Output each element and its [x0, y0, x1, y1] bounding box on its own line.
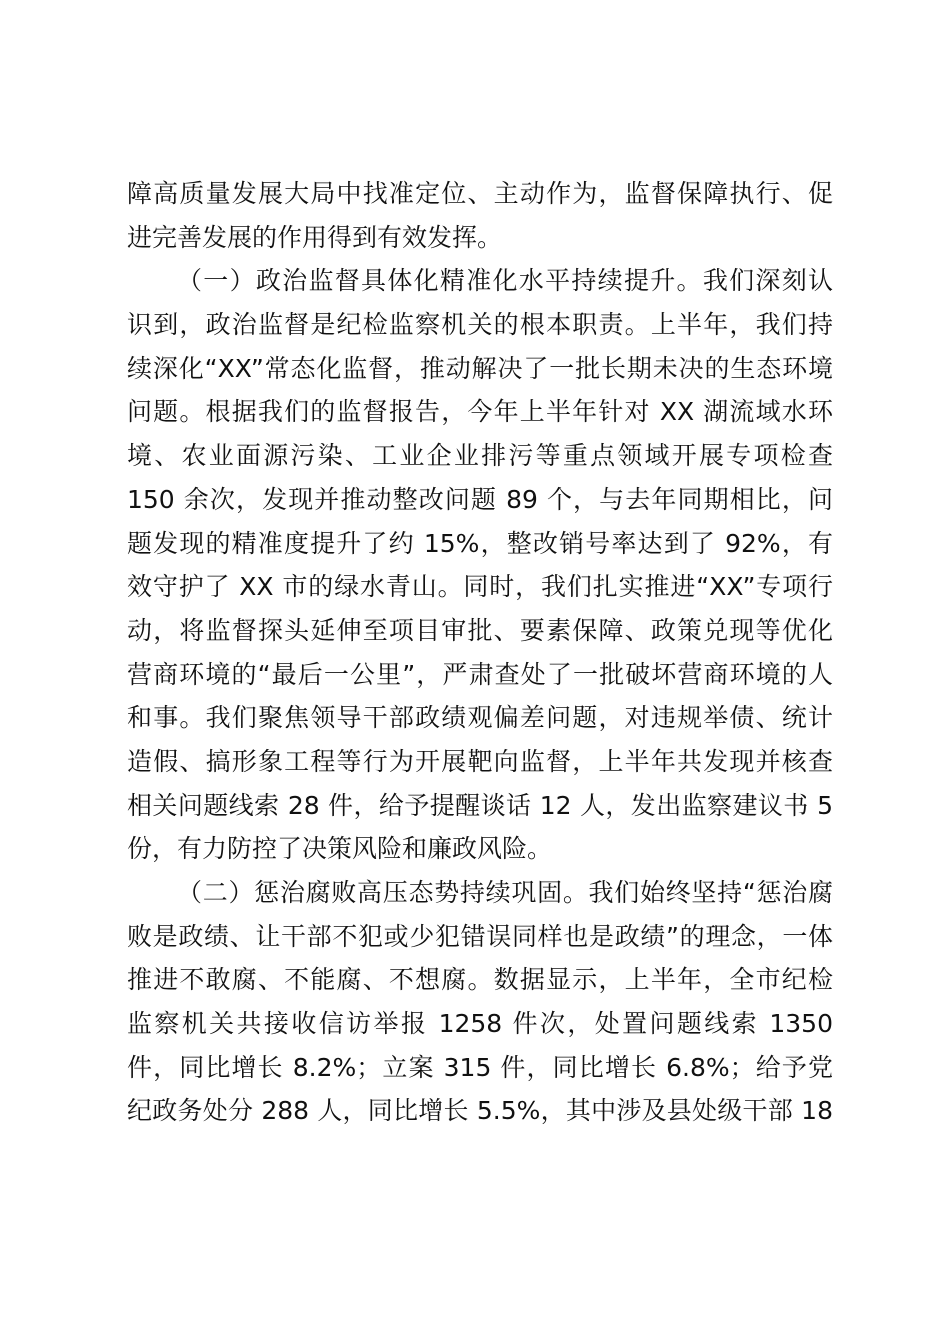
text-line: 份，有力防控了决策风险和廉政风险。	[127, 834, 553, 864]
text-line: 150 余次，发现并推动整改问题 89 个，与去年同期相比，问	[127, 484, 833, 514]
text-line: 营商环境的“最后一公里”，严肃查处了一批破坏营商环境的人	[127, 659, 833, 689]
text-line: 识到，政治监督是纪检监察机关的根本职责。上半年，我们持	[127, 310, 833, 340]
text-line: 题发现的精准度提升了约 15%，整改销号率达到了 92%，有	[127, 528, 833, 558]
document-body	[127, 172, 833, 1133]
text-line: 动，将监督探头延伸至项目审批、要素保障、政策兑现等优化	[127, 615, 833, 645]
text-line: 和事。我们聚焦领导干部政绩观偏差问题，对违规举债、统计	[127, 703, 833, 733]
text-line: 纪政务处分 288 人，同比增长 5.5%，其中涉及县处级干部 18	[127, 1096, 833, 1126]
text-line: 进完善发展的作用得到有效发挥。	[127, 222, 503, 252]
text-line: （二）惩治腐败高压态势持续巩固。我们始终坚持“惩治腐	[177, 878, 833, 907]
paragraph-continuation	[127, 172, 833, 259]
text-line: 续深化“XX”常态化监督，推动解决了一批长期未决的生态环境	[127, 353, 833, 383]
text-line: 推进不敢腐、不能腐、不想腐。数据显示，上半年，全市纪检	[127, 965, 833, 995]
paragraph-anti-corruption	[127, 871, 833, 1133]
text-line: 败是政绩、让干部不犯或少犯错误同样也是政绩”的理念，一体	[127, 921, 833, 951]
text-line: 问题。根据我们的监督报告，今年上半年针对 XX 湖流域水环	[127, 397, 833, 427]
text-line: （一）政治监督具体化精准化水平持续提升。我们深刻认	[177, 266, 833, 296]
text-line: 监察机关共接收信访举报 1258 件次，处置问题线索 1350	[127, 1009, 833, 1039]
text-line: 境、农业面源污染、工业企业排污等重点领域开展专项检查	[127, 441, 833, 471]
text-line: 件，同比增长 8.2%；立案 315 件，同比增长 6.8%；给予党	[127, 1052, 833, 1082]
text-line: 相关问题线索 28 件，给予提醒谈话 12 人，发出监察建议书 5	[127, 790, 833, 820]
text-line: 障高质量发展大局中找准定位、主动作为，监督保障执行、促	[127, 179, 833, 208]
text-line: 效守护了 XX 市的绿水青山。同时，我们扎实推进“XX”专项行	[127, 572, 833, 602]
paragraph-political-supervision	[127, 259, 833, 871]
text-line: 造假、搞形象工程等行为开展靶向监督，上半年共发现并核查	[127, 746, 833, 776]
